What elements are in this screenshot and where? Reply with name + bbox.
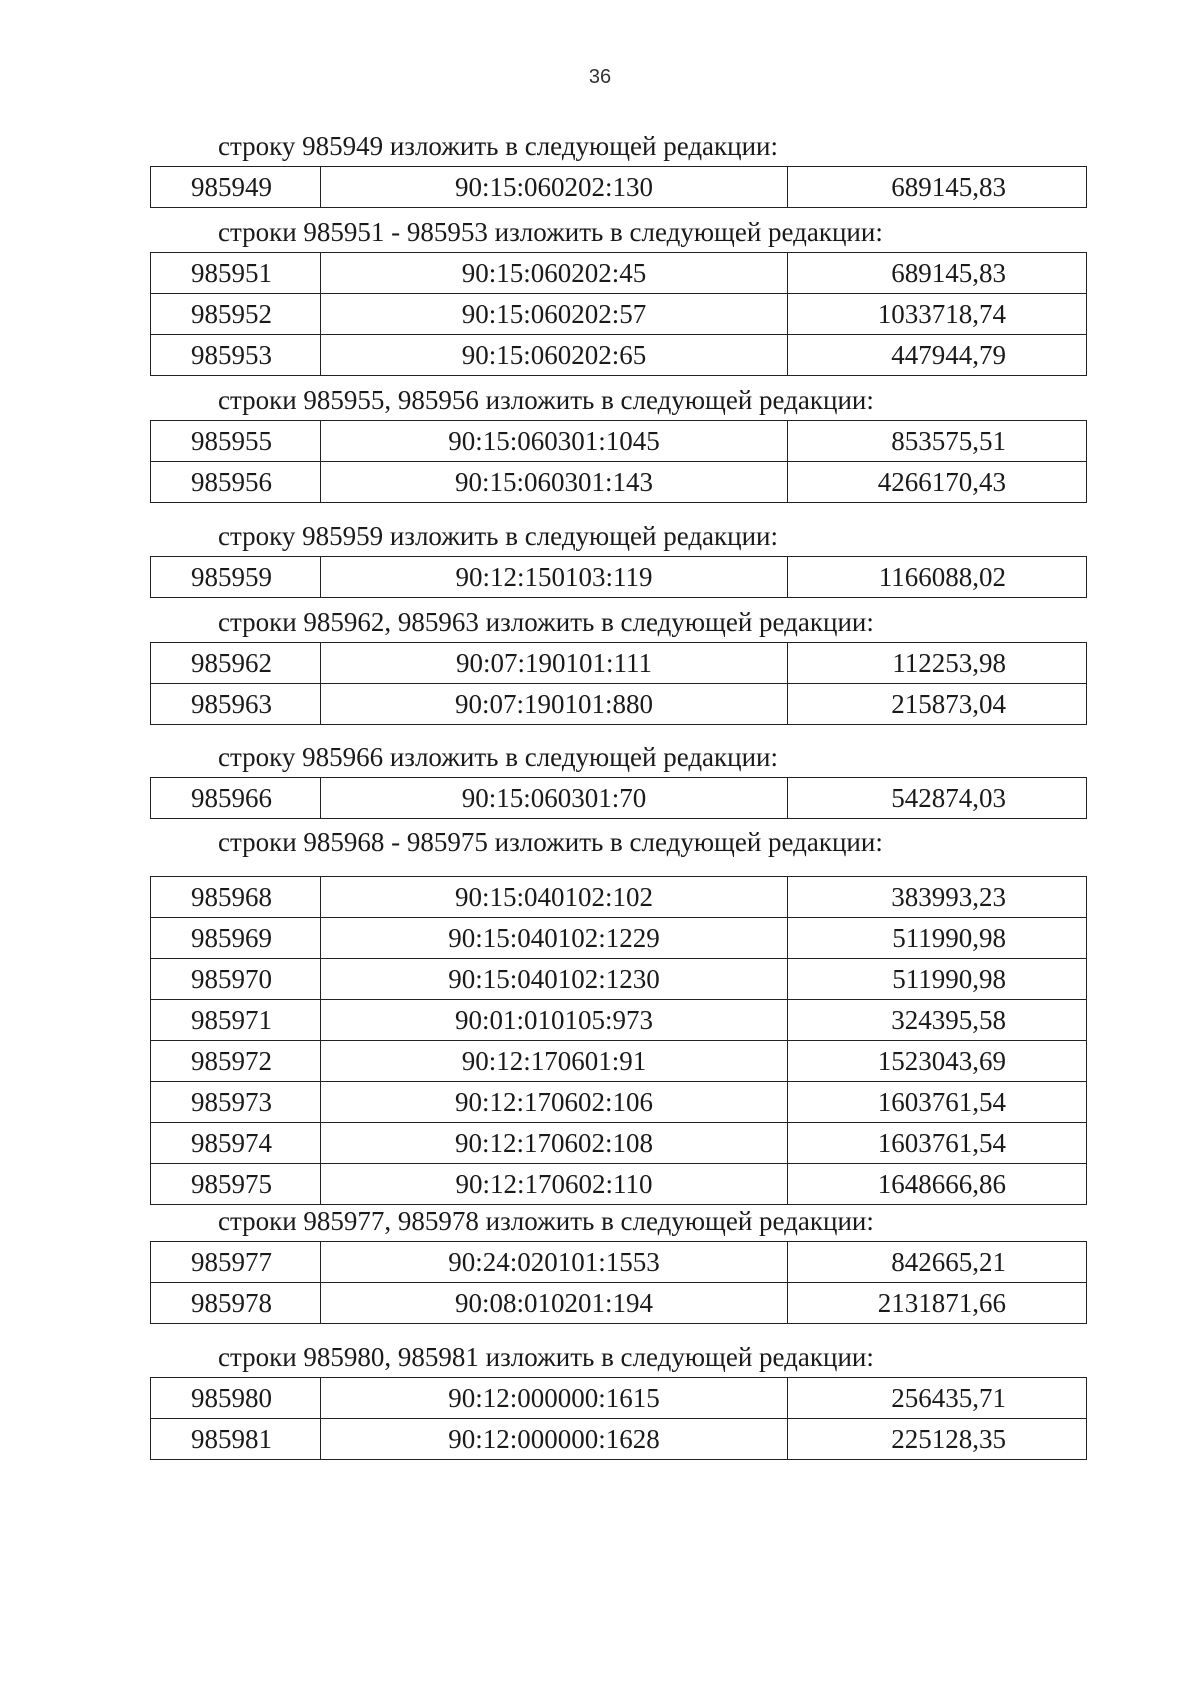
cadastral-number-cell: 90:07:190101:880 [321,684,788,725]
table-row [151,1242,1087,1283]
amendment-table [150,777,1087,819]
row-number-cell: 985974 [151,1123,321,1164]
row-number-cell: 985969 [151,918,321,959]
cadastral-value-cell: 689145,83 [788,253,1087,294]
cadastral-number-cell: 90:15:060301:1045 [321,421,788,462]
row-number-cell: 985968 [151,877,321,918]
page-number: 36 [588,66,612,88]
cadastral-number-cell: 90:15:060301:143 [321,462,788,503]
amendment-section [0,602,1200,725]
cadastral-number-cell: 90:12:170602:110 [321,1164,788,1205]
amendment-section [0,212,1200,376]
row-number-cell: 985951 [151,253,321,294]
amendment-instruction: строку 985949 изложить в следующей редакции: [218,131,779,161]
table-row [151,421,1087,462]
amendment-instruction: строки 985951 - 985953 изложить в следующей редакции: [218,217,883,247]
cadastral-number-cell: 90:15:060202:130 [321,167,788,208]
row-number-cell: 985962 [151,643,321,684]
cadastral-value-cell: 1603761,54 [788,1082,1087,1123]
cadastral-value-cell: 256435,71 [788,1378,1087,1419]
cadastral-number-cell: 90:07:190101:111 [321,643,788,684]
cadastral-value-cell: 1166088,02 [788,557,1087,598]
row-number-cell: 985953 [151,335,321,376]
table-row [151,684,1087,725]
row-number-cell: 985963 [151,684,321,725]
row-number-cell: 985978 [151,1283,321,1324]
amendment-table [150,1377,1087,1460]
row-number-cell: 985956 [151,462,321,503]
row-number-cell: 985966 [151,778,321,819]
amendment-section [0,516,1200,598]
amendment-table [150,1241,1087,1324]
cadastral-number-cell: 90:15:060301:70 [321,778,788,819]
row-number-cell: 985980 [151,1378,321,1419]
cadastral-value-cell: 542874,03 [788,778,1087,819]
cadastral-value-cell: 4266170,43 [788,462,1087,503]
amendment-table [150,166,1087,208]
cadastral-number-cell: 90:15:060202:65 [321,335,788,376]
cadastral-value-cell: 383993,23 [788,877,1087,918]
cadastral-number-cell: 90:15:040102:102 [321,877,788,918]
amendment-instruction: строку 985966 изложить в следующей редакции: [218,742,779,772]
amendment-section [0,380,1200,503]
amendment-instruction: строки 985962, 985963 изложить в следующей редакции: [218,607,874,637]
table-row [151,1419,1087,1460]
table-row [151,1283,1087,1324]
table-row [151,643,1087,684]
cadastral-number-cell: 90:12:170601:91 [321,1041,788,1082]
table-row [151,1123,1087,1164]
table-row [151,877,1087,918]
table-row [151,1000,1087,1041]
row-number-cell: 985970 [151,959,321,1000]
cadastral-number-cell: 90:12:000000:1628 [321,1419,788,1460]
cadastral-value-cell: 112253,98 [788,643,1087,684]
amendment-instruction: строку 985959 изложить в следующей редакции: [218,521,779,551]
cadastral-value-cell: 225128,35 [788,1419,1087,1460]
cadastral-number-cell: 90:15:060202:57 [321,294,788,335]
cadastral-number-cell: 90:15:040102:1229 [321,918,788,959]
row-number-cell: 985971 [151,1000,321,1041]
cadastral-value-cell: 842665,21 [788,1242,1087,1283]
table-row [151,1041,1087,1082]
row-number-cell: 985975 [151,1164,321,1205]
amendment-table [150,252,1087,376]
cadastral-number-cell: 90:12:150103:119 [321,557,788,598]
cadastral-number-cell: 90:12:170602:108 [321,1123,788,1164]
cadastral-value-cell: 1523043,69 [788,1041,1087,1082]
table-row [151,557,1087,598]
cadastral-value-cell: 1033718,74 [788,294,1087,335]
table-row [151,1378,1087,1419]
amendment-instruction: строки 985977, 985978 изложить в следующей редакции: [218,1206,874,1236]
table-row [151,294,1087,335]
amendment-instruction: строки 985980, 985981 изложить в следующей редакции: [218,1342,874,1372]
cadastral-number-cell: 90:12:170602:106 [321,1082,788,1123]
row-number-cell: 985972 [151,1041,321,1082]
amendment-section [0,822,1200,1205]
cadastral-value-cell: 511990,98 [788,918,1087,959]
cadastral-number-cell: 90:15:040102:1230 [321,959,788,1000]
row-number-cell: 985949 [151,167,321,208]
cadastral-value-cell: 2131871,66 [788,1283,1087,1324]
cadastral-value-cell: 1648666,86 [788,1164,1087,1205]
table-row [151,167,1087,208]
amendment-section [0,1201,1200,1324]
cadastral-value-cell: 1603761,54 [788,1123,1087,1164]
row-number-cell: 985952 [151,294,321,335]
table-row [151,1082,1087,1123]
row-number-cell: 985955 [151,421,321,462]
table-row [151,959,1087,1000]
amendment-table [150,876,1087,1205]
table-row [151,918,1087,959]
amendment-section [0,1337,1200,1460]
cadastral-number-cell: 90:12:000000:1615 [321,1378,788,1419]
amendment-section [0,737,1200,819]
cadastral-value-cell: 324395,58 [788,1000,1087,1041]
amendment-table [150,420,1087,503]
amendment-instruction: строки 985955, 985956 изложить в следующей редакции: [218,385,874,415]
amendment-table [150,642,1087,725]
cadastral-number-cell: 90:15:060202:45 [321,253,788,294]
cadastral-value-cell: 447944,79 [788,335,1087,376]
amendment-section [0,126,1200,208]
table-row [151,253,1087,294]
cadastral-value-cell: 853575,51 [788,421,1087,462]
row-number-cell: 985973 [151,1082,321,1123]
amendment-instruction: строки 985968 - 985975 изложить в следующей редакции: [218,827,883,857]
cadastral-number-cell: 90:24:020101:1553 [321,1242,788,1283]
table-row [151,1164,1087,1205]
row-number-cell: 985977 [151,1242,321,1283]
cadastral-value-cell: 511990,98 [788,959,1087,1000]
row-number-cell: 985981 [151,1419,321,1460]
amendment-table [150,556,1087,598]
cadastral-value-cell: 215873,04 [788,684,1087,725]
table-row [151,778,1087,819]
table-row [151,335,1087,376]
row-number-cell: 985959 [151,557,321,598]
cadastral-number-cell: 90:08:010201:194 [321,1283,788,1324]
table-row [151,462,1087,503]
cadastral-number-cell: 90:01:010105:973 [321,1000,788,1041]
cadastral-value-cell: 689145,83 [788,167,1087,208]
